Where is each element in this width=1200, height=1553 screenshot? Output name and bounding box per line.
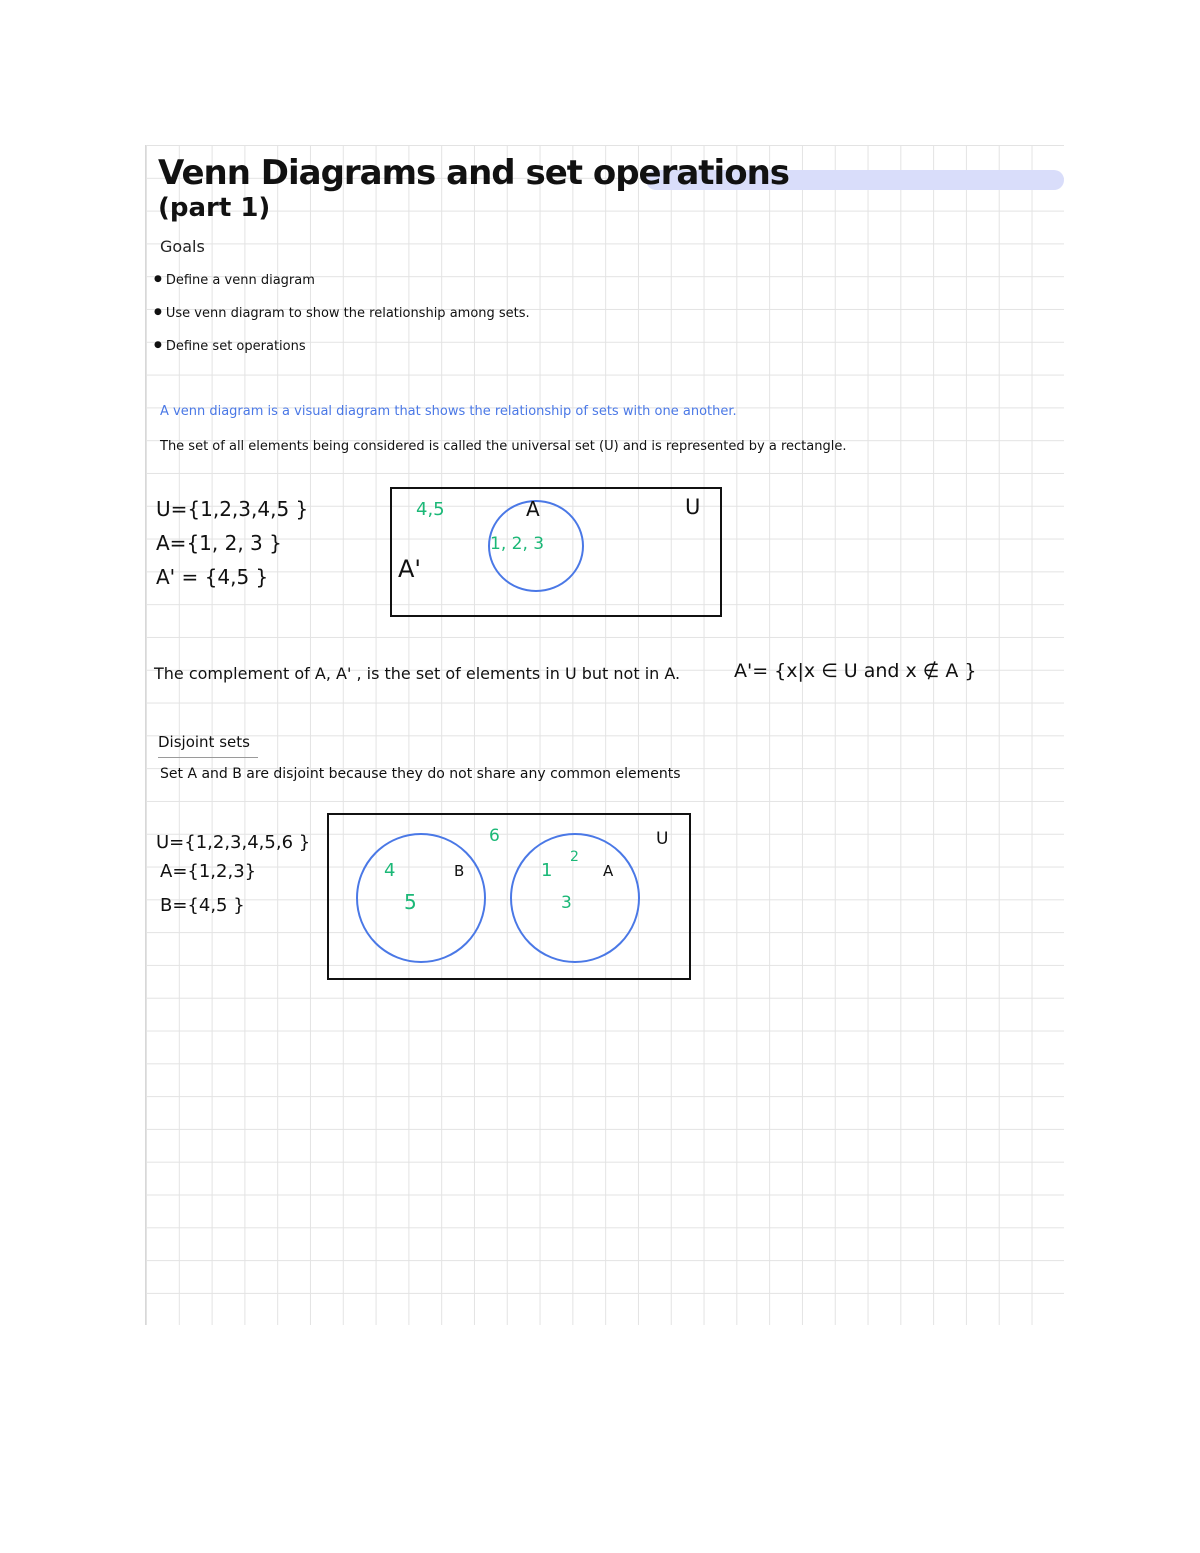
goal-item: ● Define a venn diagram: [154, 273, 315, 288]
example1-a-complement-set: A' = {4,5 }: [156, 565, 269, 589]
complement-notation: A'= {x|x ∈ U and x ∉ A }: [734, 660, 977, 682]
goal-item: ● Use venn diagram to show the relationship among sets.: [154, 306, 530, 321]
complement-description: The complement of A, A' , is the set of elements in U but not in A.: [154, 664, 681, 683]
goal-item: ● Define set operations: [154, 339, 306, 354]
example2-b-set: B={4,5 }: [160, 895, 245, 916]
set-a-value: 3: [561, 893, 572, 913]
set-a-values: 1, 2, 3: [490, 534, 545, 554]
example1-a-set: A={1, 2, 3 }: [156, 531, 282, 555]
set-a-label: A: [603, 862, 614, 880]
example2-u-set: U={1,2,3,4,5,6 }: [156, 832, 311, 853]
universe-label: U: [656, 829, 669, 849]
outside-value: 6: [489, 826, 500, 846]
set-b-label: B: [454, 862, 465, 880]
universe-label: U: [685, 495, 701, 519]
disjoint-heading: Disjoint sets: [158, 733, 250, 751]
universal-set-definition: The set of all elements being considered is called the universal set (U) and is represented by a rectangle.: [160, 439, 847, 454]
set-a-value: 1: [541, 860, 553, 881]
disjoint-description: Set A and B are disjoint because they do not share any common elements: [160, 766, 681, 782]
set-a-value: 2: [570, 849, 579, 865]
set-b-circle: [356, 833, 486, 963]
example2-a-set: A={1,2,3}: [160, 861, 257, 882]
set-b-value: 4: [384, 860, 396, 881]
example1-u-set: U={1,2,3,4,5 }: [156, 497, 309, 521]
page-title: Venn Diagrams and set operations: [158, 153, 790, 193]
set-b-value: 5: [404, 890, 417, 914]
page-subtitle: (part 1): [158, 193, 271, 223]
notebook-page: [145, 145, 1064, 1325]
set-a-label: A: [526, 497, 540, 521]
heading-underline: [158, 757, 258, 758]
venn-definition: A venn diagram is a visual diagram that shows the relationship of sets with one another.: [160, 404, 737, 419]
complement-label: A': [398, 555, 422, 583]
outside-values: 4,5: [416, 499, 445, 520]
goals-heading: Goals: [160, 237, 205, 256]
